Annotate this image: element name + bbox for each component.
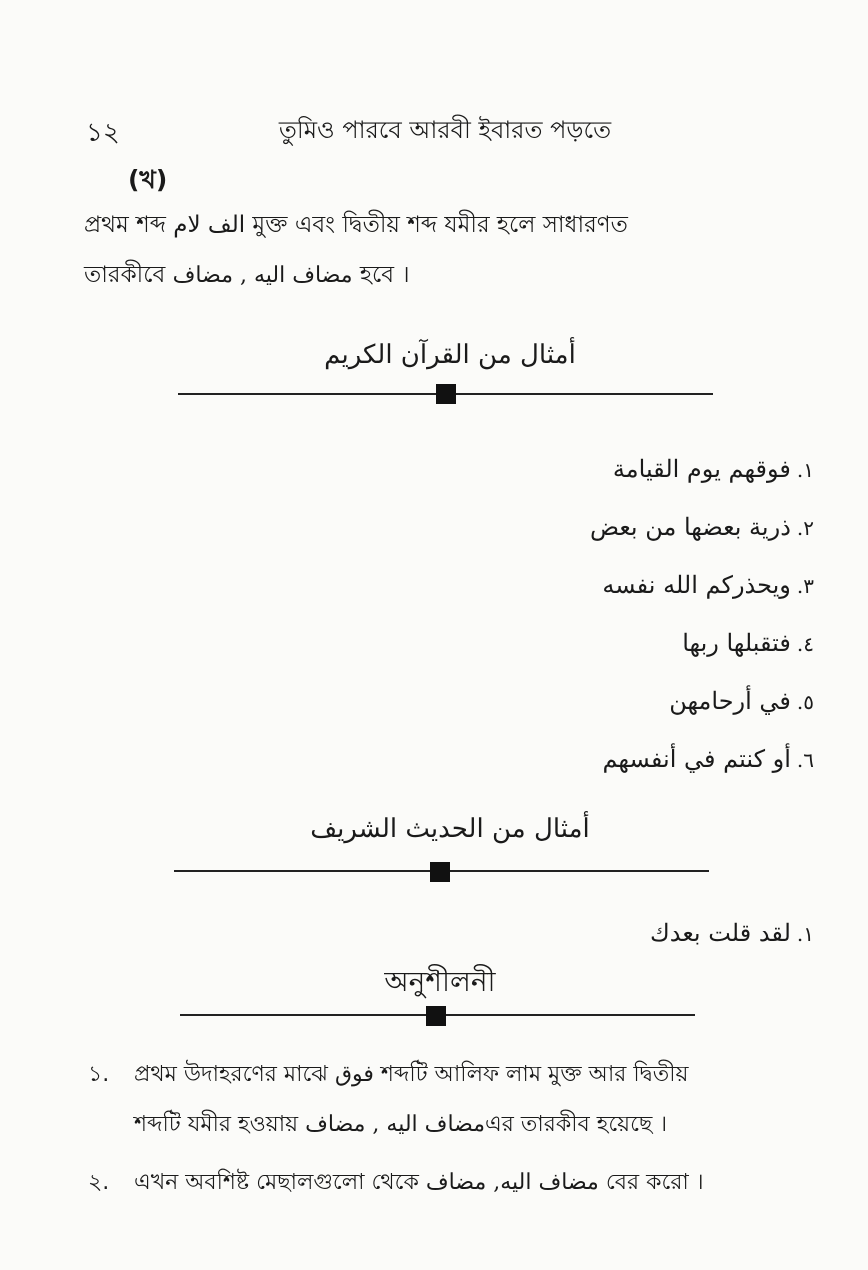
running-title: তুমিও পারবে আরবী ইবারত পড়তে (278, 116, 612, 144)
page-number: ১২ (86, 118, 120, 148)
exercise-heading: অনুশীলনী (384, 965, 496, 998)
list-item: ٥.في أرحامهن (669, 687, 814, 715)
intro-paragraph (84, 200, 810, 301)
arabic-term: مضاف اليه , مضاف (172, 263, 353, 288)
arabic-term: مضاف اليه , مضاف (305, 1112, 486, 1137)
list-item: ٢.ذرية بعضها من بعض (589, 513, 814, 541)
quran-heading: أمثال من القرآن الكريم (324, 340, 576, 370)
list-item: ١.لقد قلت بعدك (649, 919, 814, 947)
divider-marker (436, 384, 456, 404)
list-item: ٤.فتقبلها ربها (682, 629, 814, 657)
exercise-list (84, 1050, 804, 1208)
section-label: (খ) (128, 165, 168, 194)
arabic-term: مضاف اليه, مضاف (425, 1170, 599, 1195)
arabic-term: فوق (334, 1062, 374, 1087)
list-item: ١.فوقهم يوم القيامة (612, 455, 814, 483)
intro-line-2: তারকীবে مضاف اليه , مضاف হবে । (84, 262, 410, 288)
intro-line-1: প্রথম শব্দ الف لام মুক্ত এবং দ্বিতীয় শব্দ যমীর হলে সাধারণত (84, 212, 628, 238)
hadith-heading: أمثال من الحديث الشريف (310, 814, 590, 844)
quran-examples-list (590, 440, 814, 788)
divider-marker (426, 1006, 446, 1026)
list-item: ٣.ويحذركم الله نفسه (602, 571, 814, 599)
hadith-examples-list (650, 904, 814, 962)
exercise-item: ২. এখন অবশিষ্ট মেছালগুলো থেকে مضاف اليه, مضاف বের করো । (88, 1170, 704, 1195)
exercise-item: ১. প্রথম উদাহরণের মাঝে فوق শব্দটি আলিফ লাম মুক্ত আর দ্বিতীয় শব্দটি যমীর হওয়ায় مضاف اليه , مضافএর তারকীব হয়েছে । (88, 1062, 689, 1137)
divider-marker (430, 862, 450, 882)
list-item: ٦.أو كنتم في أنفسهم (602, 745, 814, 773)
